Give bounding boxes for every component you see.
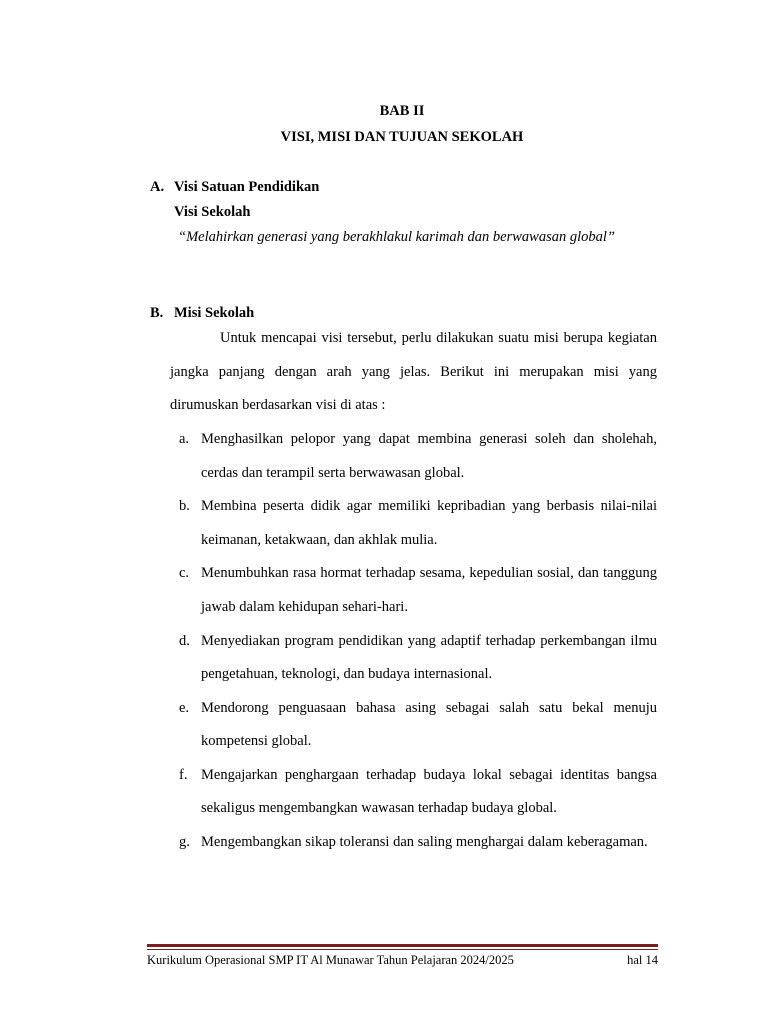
list-item-text: Mengembangkan sikap toleransi dan saling menghargai dalam keberagaman. <box>201 834 648 851</box>
section-a-heading <box>150 179 319 196</box>
mission-intro: Untuk mencapai visi tersebut, perlu dilakukan suatu misi berupa kegiatan jangka panjang dengan arah yang jelas. Berikut ini merupakan misi yang dirumuskan berdasarkan visi di atas : <box>170 330 657 413</box>
list-item-letter: e. <box>179 699 190 716</box>
section-b-heading <box>150 305 254 322</box>
section-a-letter: A. <box>150 179 165 195</box>
list-item-text: Mengajarkan penghargaan terhadap budaya lokal sebagai identitas bangsa sekaligus mengembangkan wawasan terhadap budaya global. <box>201 766 657 817</box>
list-item-letter: f. <box>179 766 188 783</box>
list-item <box>170 625 657 692</box>
list-item <box>170 423 657 490</box>
list-item <box>170 826 657 893</box>
list-item-text: Membina peserta didik agar memiliki kepribadian yang berbasis nilai-nilai keimanan, ketakwaan, dan akhlak mulia. <box>201 498 657 548</box>
footer-document-title: Kurikulum Operasional SMP IT Al Munawar Tahun Pelajaran 2024/2025 <box>147 953 514 967</box>
mission-list <box>170 423 657 893</box>
list-item <box>170 490 657 557</box>
chapter-label: BAB II <box>379 103 425 119</box>
section-b-title: Misi Sekolah <box>174 305 255 321</box>
page-number: hal 14 <box>627 953 658 967</box>
footer-rule-thick <box>147 944 658 947</box>
list-item-letter: c. <box>179 565 190 582</box>
chapter-title: VISI, MISI DAN TUJUAN SEKOLAH <box>280 129 524 145</box>
section-b-letter: B. <box>150 305 164 321</box>
list-item-letter: d. <box>179 632 190 649</box>
section-a-title: Visi Satuan Pendidikan <box>174 179 320 195</box>
list-item-text: Menumbuhkan rasa hormat terhadap sesama, kepedulian sosial, dan tanggung jawab dalam kehidupan sehari-hari. <box>201 565 657 615</box>
list-item-letter: b. <box>179 498 190 515</box>
list-item <box>170 557 657 624</box>
list-item-letter: a. <box>179 431 190 447</box>
list-item-text: Menyediakan program pendidikan yang adaptif terhadap perkembangan ilmu pengetahuan, teknologi, dan budaya internasional. <box>201 632 657 683</box>
list-item <box>170 692 657 759</box>
list-item-text: Mendorong penguasaan bahasa asing sebagai salah satu bekal menuju kompetensi global. <box>201 699 657 750</box>
list-item-text: Menghasilkan pelopor yang dapat membina generasi soleh dan sholehah, cerdas dan terampil serta berwawasan global. <box>201 431 657 481</box>
vision-subheading: Visi Sekolah <box>174 204 251 220</box>
list-item-letter: g. <box>179 834 190 851</box>
footer-rule-thin <box>147 949 658 950</box>
list-item <box>170 759 657 826</box>
vision-statement: “Melahirkan generasi yang berakhlakul karimah dan berwawasan global” <box>178 229 615 245</box>
